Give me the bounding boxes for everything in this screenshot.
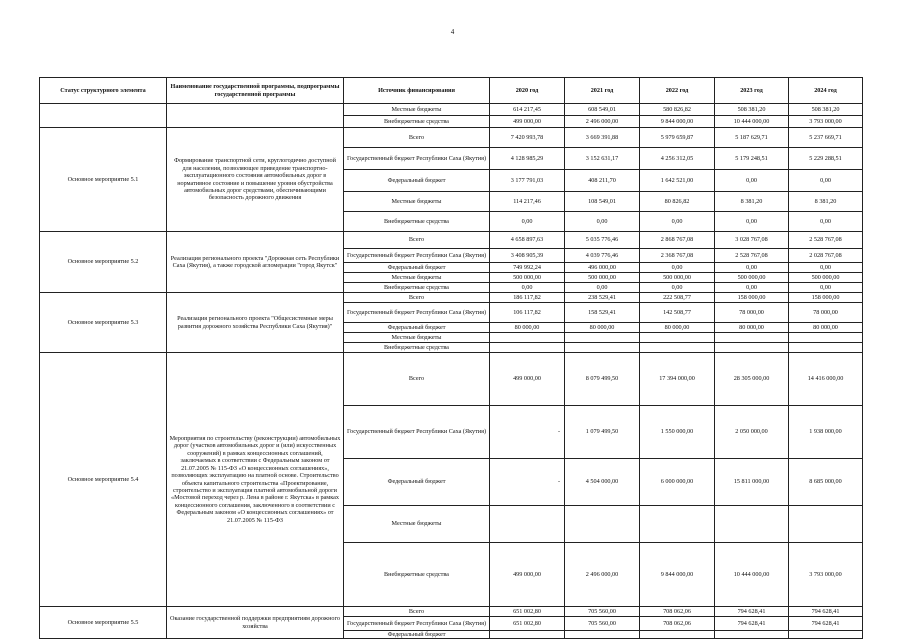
value-cell: 749 992,24: [490, 263, 565, 273]
value-cell: 5 237 669,71: [789, 128, 863, 148]
value-cell: 8 381,20: [715, 192, 789, 212]
value-cell: 114 217,46: [490, 192, 565, 212]
status-cell: [40, 104, 167, 128]
value-cell: 14 416 000,00: [789, 353, 863, 406]
source-cell: Государственный бюджет Республики Саха (Якутия): [344, 148, 490, 170]
value-cell: [715, 506, 789, 543]
value-cell: 17 394 000,00: [640, 353, 715, 406]
value-cell: 500 000,00: [565, 273, 640, 283]
value-cell: 3 793 000,00: [789, 543, 863, 607]
value-cell: 80 826,82: [640, 192, 715, 212]
table-row: [40, 353, 863, 406]
value-cell: 500 000,00: [715, 273, 789, 283]
header-name: Наименование государственной программы, подпрограммы государственной программы: [167, 78, 344, 104]
value-cell: 0,00: [640, 263, 715, 273]
value-cell: [565, 333, 640, 343]
value-cell: [789, 343, 863, 353]
value-cell: [640, 333, 715, 343]
value-cell: 2 496 000,00: [565, 116, 640, 128]
value-cell: [490, 333, 565, 343]
name-cell: Реализация регионального проекта "Общесистемные меры развития дорожного хозяйства Республики Саха (Якутия)": [167, 293, 344, 353]
value-cell: 0,00: [789, 283, 863, 293]
header-year: 2020 год: [490, 78, 565, 104]
source-cell: Местные бюджеты: [344, 333, 490, 343]
value-cell: 708 062,06: [640, 617, 715, 631]
table-row: [40, 104, 863, 116]
value-cell: [490, 506, 565, 543]
value-cell: 0,00: [789, 170, 863, 192]
value-cell: 0,00: [565, 212, 640, 232]
value-cell: 499 000,00: [490, 543, 565, 607]
value-cell: [715, 333, 789, 343]
value-cell: 496 000,00: [565, 263, 640, 273]
value-cell: 0,00: [715, 212, 789, 232]
source-cell: Государственный бюджет Республики Саха (Якутия): [344, 303, 490, 323]
header-source: Источник финансирования: [344, 78, 490, 104]
value-cell: [640, 343, 715, 353]
value-cell: 0,00: [640, 212, 715, 232]
header-year: 2022 год: [640, 78, 715, 104]
value-cell: 3 028 767,08: [715, 232, 789, 249]
value-cell: 2 368 767,08: [640, 249, 715, 263]
name-cell: [167, 104, 344, 128]
table-row: [40, 128, 863, 148]
value-cell: 5 979 659,87: [640, 128, 715, 148]
value-cell: 106 117,82: [490, 303, 565, 323]
source-cell: Государственный бюджет Республики Саха (Якутия): [344, 249, 490, 263]
value-cell: 0,00: [789, 263, 863, 273]
value-cell: [490, 343, 565, 353]
value-cell: [640, 506, 715, 543]
value-cell: 608 549,01: [565, 104, 640, 116]
source-cell: Всего: [344, 293, 490, 303]
value-cell: 500 000,00: [490, 273, 565, 283]
value-cell: [715, 343, 789, 353]
value-cell: 5 229 288,51: [789, 148, 863, 170]
source-cell: Местные бюджеты: [344, 104, 490, 116]
value-cell: 794 628,41: [715, 617, 789, 631]
value-cell: [715, 631, 789, 639]
status-cell: Основное мероприятие 5.5: [40, 607, 167, 639]
value-cell: 499 000,00: [490, 353, 565, 406]
value-cell: 5 179 248,51: [715, 148, 789, 170]
value-cell: 500 000,00: [640, 273, 715, 283]
value-cell: 222 508,77: [640, 293, 715, 303]
name-cell: Оказание государственной поддержки предприятиям дорожного хозяйства: [167, 607, 344, 639]
value-cell: 5 035 776,46: [565, 232, 640, 249]
value-cell: 499 000,00: [490, 116, 565, 128]
value-cell: 158 529,41: [565, 303, 640, 323]
value-cell: 186 117,82: [490, 293, 565, 303]
source-cell: Местные бюджеты: [344, 192, 490, 212]
source-cell: Внебюджетные средства: [344, 116, 490, 128]
value-cell: 0,00: [565, 283, 640, 293]
source-cell: Государственный бюджет Республики Саха (Якутия): [344, 406, 490, 459]
value-cell: 238 529,41: [565, 293, 640, 303]
value-cell: -: [490, 459, 565, 506]
value-cell: [565, 506, 640, 543]
header-year: 2023 год: [715, 78, 789, 104]
value-cell: 8 381,20: [789, 192, 863, 212]
value-cell: 80 000,00: [640, 323, 715, 333]
source-cell: Местные бюджеты: [344, 273, 490, 283]
value-cell: 2 528 767,08: [715, 249, 789, 263]
page-number: 4: [450, 28, 455, 36]
header-status: Статус структурного элемента: [40, 78, 167, 104]
source-cell: Федеральный бюджет: [344, 170, 490, 192]
value-cell: [490, 631, 565, 639]
value-cell: -: [490, 406, 565, 459]
value-cell: 158 000,00: [715, 293, 789, 303]
value-cell: [789, 506, 863, 543]
value-cell: 2 868 767,08: [640, 232, 715, 249]
status-cell: Основное мероприятие 5.3: [40, 293, 167, 353]
value-cell: 1 550 000,00: [640, 406, 715, 459]
value-cell: 614 217,45: [490, 104, 565, 116]
value-cell: 15 811 000,00: [715, 459, 789, 506]
value-cell: 0,00: [715, 263, 789, 273]
source-cell: Государственный бюджет Республики Саха (Якутия): [344, 617, 490, 631]
value-cell: 794 628,41: [789, 607, 863, 617]
value-cell: 1 938 000,00: [789, 406, 863, 459]
value-cell: 3 408 905,39: [490, 249, 565, 263]
value-cell: 0,00: [715, 283, 789, 293]
value-cell: 508 381,20: [715, 104, 789, 116]
value-cell: 2 050 000,00: [715, 406, 789, 459]
value-cell: 508 381,20: [789, 104, 863, 116]
source-cell: Федеральный бюджет: [344, 459, 490, 506]
value-cell: 28 305 000,00: [715, 353, 789, 406]
value-cell: [640, 631, 715, 639]
source-cell: Федеральный бюджет: [344, 631, 490, 639]
name-cell: Формирование транспортной сети, круглогодично доступной для населения, позволяющее приведение транспортно-эксплуатационного состояния автомобильных дорог в нормативное состояние и повышение уровня обустройства автомобильных дорог средствами, обеспечивающими безопасность дорожного движения: [167, 128, 344, 232]
value-cell: 580 826,82: [640, 104, 715, 116]
value-cell: 142 508,77: [640, 303, 715, 323]
value-cell: [789, 333, 863, 343]
value-cell: 3 177 791,03: [490, 170, 565, 192]
value-cell: 0,00: [715, 170, 789, 192]
value-cell: [565, 631, 640, 639]
value-cell: [789, 631, 863, 639]
value-cell: 705 560,00: [565, 607, 640, 617]
value-cell: 651 002,80: [490, 607, 565, 617]
value-cell: [565, 343, 640, 353]
value-cell: 2 496 000,00: [565, 543, 640, 607]
value-cell: 78 000,00: [715, 303, 789, 323]
status-cell: Основное мероприятие 5.2: [40, 232, 167, 293]
source-cell: Федеральный бюджет: [344, 323, 490, 333]
value-cell: 4 658 897,63: [490, 232, 565, 249]
value-cell: 705 560,00: [565, 617, 640, 631]
table-row: [40, 293, 863, 303]
source-cell: Внебюджетные средства: [344, 212, 490, 232]
value-cell: 0,00: [640, 283, 715, 293]
financing-table: [39, 77, 863, 639]
value-cell: 4 256 312,05: [640, 148, 715, 170]
value-cell: 3 152 631,17: [565, 148, 640, 170]
table-row: [40, 607, 863, 617]
value-cell: 80 000,00: [565, 323, 640, 333]
value-cell: 10 444 000,00: [715, 543, 789, 607]
value-cell: 500 000,00: [789, 273, 863, 283]
header-year: 2024 год: [789, 78, 863, 104]
value-cell: 0,00: [789, 212, 863, 232]
value-cell: 80 000,00: [789, 323, 863, 333]
value-cell: 8 685 000,00: [789, 459, 863, 506]
value-cell: 4 128 985,29: [490, 148, 565, 170]
source-cell: Всего: [344, 232, 490, 249]
value-cell: 1 642 521,00: [640, 170, 715, 192]
value-cell: 3 669 391,88: [565, 128, 640, 148]
header-year: 2021 год: [565, 78, 640, 104]
value-cell: 7 420 993,78: [490, 128, 565, 148]
value-cell: 1 079 499,50: [565, 406, 640, 459]
header-row: [40, 78, 863, 104]
value-cell: 3 793 000,00: [789, 116, 863, 128]
status-cell: Основное мероприятие 5.4: [40, 353, 167, 607]
name-cell: Мероприятия по строительству (реконструкции) автомобильных дорог (участков автомобильных дорог и (или) искусственных сооружений) в рамках концессионных соглашений, заключаемых в соответствии с Федеральным законом от 21.07.2005 № 115-ФЗ «О концессионных соглашениях», позволяющих эксплуатацию на платной основе. Строительство объекта капитального строительства «Проектирование, строительство и эксплуатация платной автомобильной дороги «Мостовой переход через р. Лена в районе г. Якутска» в рамках концессионного соглашения, заключенного в соответствии с Федеральным законом «О концессионных соглашениях» от 21.07.2005 № 115-ФЗ: [167, 353, 344, 607]
value-cell: 794 628,41: [789, 617, 863, 631]
value-cell: 651 002,80: [490, 617, 565, 631]
source-cell: Всего: [344, 607, 490, 617]
source-cell: Всего: [344, 353, 490, 406]
source-cell: Всего: [344, 128, 490, 148]
value-cell: 794 628,41: [715, 607, 789, 617]
value-cell: 158 000,00: [789, 293, 863, 303]
table-body: [40, 104, 863, 639]
value-cell: 10 444 000,00: [715, 116, 789, 128]
value-cell: 0,00: [490, 283, 565, 293]
source-cell: Федеральный бюджет: [344, 263, 490, 273]
value-cell: 5 187 629,71: [715, 128, 789, 148]
value-cell: 0,00: [490, 212, 565, 232]
value-cell: 2 028 767,08: [789, 249, 863, 263]
value-cell: 4 039 776,46: [565, 249, 640, 263]
value-cell: 108 549,01: [565, 192, 640, 212]
value-cell: 78 000,00: [789, 303, 863, 323]
source-cell: Местные бюджеты: [344, 506, 490, 543]
value-cell: 80 000,00: [715, 323, 789, 333]
value-cell: 408 211,70: [565, 170, 640, 192]
value-cell: 4 504 000,00: [565, 459, 640, 506]
source-cell: Внебюджетные средства: [344, 543, 490, 607]
value-cell: 6 000 000,00: [640, 459, 715, 506]
value-cell: 9 844 000,00: [640, 116, 715, 128]
source-cell: Внебюджетные средства: [344, 283, 490, 293]
status-cell: Основное мероприятие 5.1: [40, 128, 167, 232]
name-cell: Реализация регионального проекта "Дорожная сеть Республики Саха (Якутия), а также городской агломерации "город Якутск": [167, 232, 344, 293]
value-cell: 9 844 000,00: [640, 543, 715, 607]
value-cell: 2 528 767,08: [789, 232, 863, 249]
value-cell: 8 079 499,50: [565, 353, 640, 406]
table-row: [40, 232, 863, 249]
source-cell: Внебюджетные средства: [344, 343, 490, 353]
value-cell: 80 000,00: [490, 323, 565, 333]
value-cell: 708 062,06: [640, 607, 715, 617]
